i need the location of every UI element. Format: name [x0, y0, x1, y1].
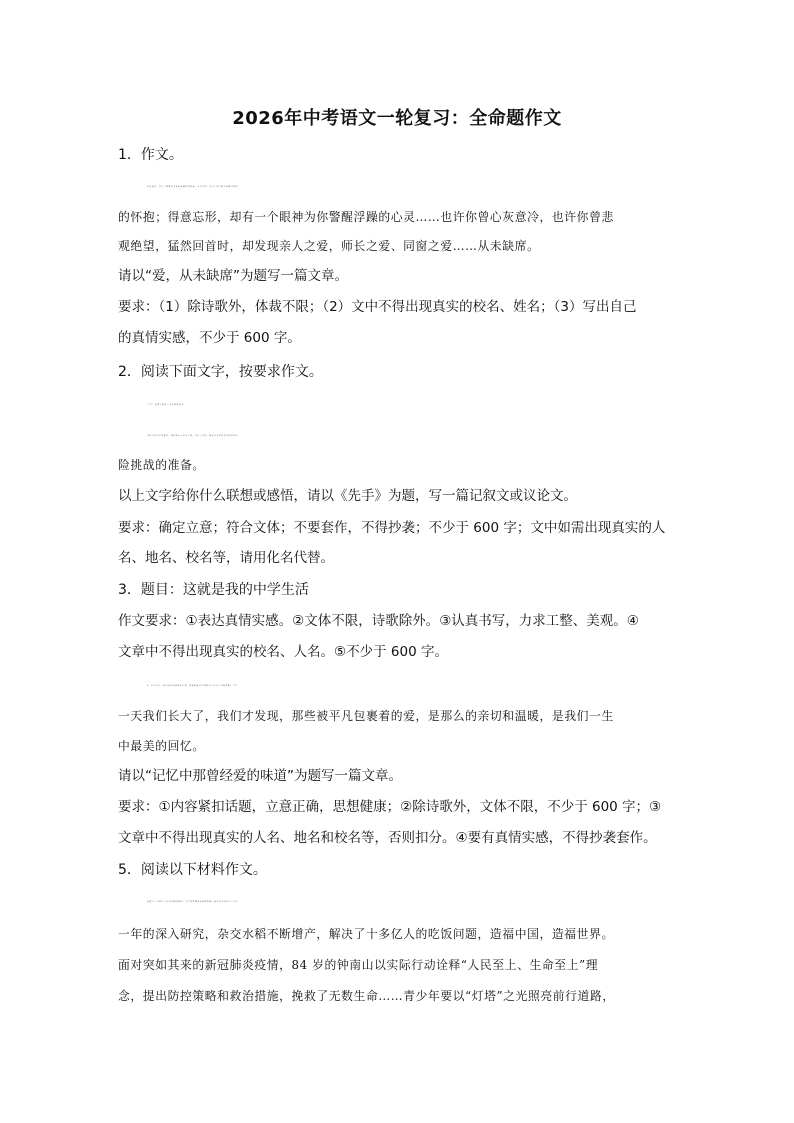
q5-passage-line: 念，提出防控策略和救治措施，挽救了无数生命……青少年要以“灯塔”之光照亮前行道路，	[118, 989, 615, 1003]
q4-passage-line: 4．在生活中，我们沐浴着爱却不自知，很多的爱往往被我们一次又一次地忽略，当有	[147, 685, 238, 687]
q3-requirement-line: 文章中不得出现真实的校名、人名。⑤不少于 600 字。	[118, 644, 448, 660]
q2-requirement-line: 要求：确定立意；符合文体；不要套作，不得抄袭；不少于 600 字；文中如需出现真实的人	[118, 520, 666, 536]
q4-prompt: 请以“记忆中那曾经爱的味道”为题写一篇文章。	[118, 768, 402, 784]
q1-passage-line: 观绝望，猛然回首时，却发现亲人之爱，师长之爱、同窗之爱……从未缺席。	[118, 239, 540, 253]
q1-prompt: 请以“爱，从未缺席”为题写一篇文章。	[118, 268, 348, 284]
q5-heading: 5．阅读以下材料作文。	[118, 862, 267, 878]
q2-passage-line: 险挑战的准备。	[118, 458, 205, 472]
page-title: 2026年中考语文一轮复习：全命题作文	[232, 108, 562, 129]
q3-requirement-line: 作文要求：①表达真情实感。②文体不限，诗歌除外。③认真书写，力求工整、美观。④	[118, 613, 639, 629]
q1-requirement-line: 的真情实感，不少于 600 字。	[118, 330, 301, 346]
q2-requirement-line: 名、地名、校名等，请用化名代替。	[118, 550, 334, 566]
q4-passage-line: 中最美的回忆。	[118, 739, 205, 753]
q5-passage-line: 袁隆平一生致力于杂交水稻的研究，毕生的梦想就是消除饥饿。他带着团队经过一年又	[147, 901, 239, 903]
q2-passage-line: 习近平总书记曾指出，我们必须下好先手棋，打好主动仗，做好应对任何形式的矛盾风	[147, 435, 239, 437]
q4-requirement-line: 文章中不得出现真实的人名、地名和校名等，否则扣分。④要有真情实感，不得抄袭套作。	[118, 830, 657, 846]
q1-requirement-line: 要求：（1）除诗歌外，体裁不限；（2）文中不得出现真实的校名、姓名；（3）写出自己	[118, 299, 637, 315]
q4-requirement-line: 要求：①内容紧扣话题，立意正确，思想健康；②除诗歌外，文体不限，不少于 600 字；③	[118, 799, 662, 815]
q2-passage-line: “先手”是指下棋时主动有利的局势。	[147, 404, 186, 406]
q3-heading: 3．题目：这就是我的中学生活	[118, 582, 309, 598]
q1-passage-line: 的怀抱；得意忘形，却有一个眼神为你警醒浮躁的心灵……也许你曾心灰意冷，也许你曾悲	[118, 210, 614, 224]
q2-prompt: 以上文字给你什么联想或感悟，请以《先手》为题，写一篇记叙文或议论文。	[118, 488, 577, 504]
q2-heading: 2．阅读下面文字，按要求作文。	[118, 364, 323, 380]
q5-passage-line: 面对突如其来的新冠肺炎疫情，84 岁的钟南山以实际行动诠释“人民至上、生命至上”理	[118, 958, 599, 972]
q5-passage-line: 一年的深入研究，杂交水稻不断增产，解决了十多亿人的吃饭问题，造福中国，造福世界。	[118, 927, 614, 941]
q1-passage-line: 风雨夜归，竟有一盏廊灯为你留着橘红的暖意；心若寒冬，仍有一双手臂为你敞开温暖	[147, 186, 239, 188]
q4-passage-line: 一天我们长大了，我们才发现，那些被平凡包裹着的爱，是那么的亲切和温暖，是我们一生	[118, 709, 614, 723]
q1-heading: 1．作文。	[118, 147, 183, 163]
